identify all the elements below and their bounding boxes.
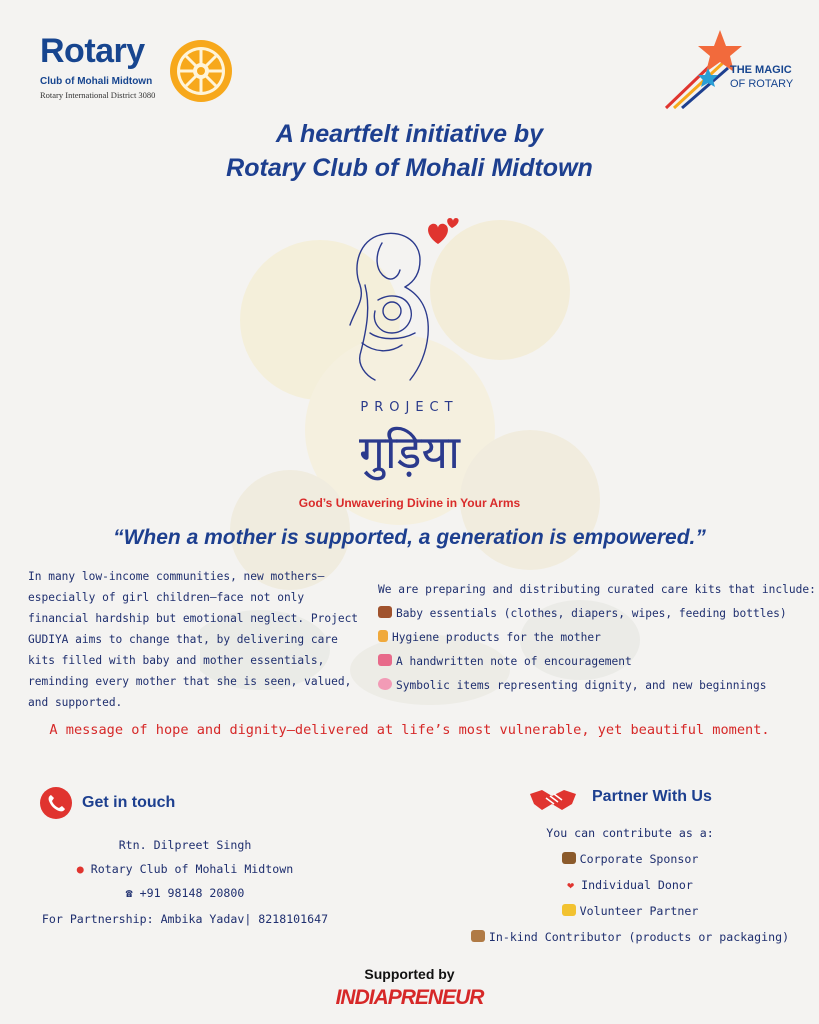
list-item: A handwritten note of encouragement [378,650,798,674]
list-item: Symbolic items representing dignity, and new beginnings [378,674,798,698]
blossom-icon [378,678,392,690]
handshake-small-icon [562,904,576,916]
hope-message: A message of hope and dignity—delivered at life’s most vulnerable, yet beautiful moment. [49,722,770,738]
magic-of-rotary-line2: OF ROTARY [730,78,794,90]
list-item: Volunteer Partner [460,904,800,918]
partner-with-us-heading: Partner With Us [592,788,712,805]
list-item: Hygiene products for the mother [378,626,798,650]
get-in-touch-heading: Get in touch [82,794,176,811]
handshake-icon [528,784,578,814]
partner-intro: You can contribute as a: [546,826,714,840]
list-item: Baby essentials (clothes, diapers, wipes, feeding bottles) [378,602,798,626]
red-hearts-icon [424,214,464,250]
project-name-hindi: गुड़िया [358,425,461,479]
love-letter-icon [378,654,392,666]
phone-icon [40,787,72,819]
list-item: In-kind Contributor (products or packaging) [460,930,800,944]
supported-by-label: Supported by [364,966,455,982]
care-kits-intro: We are preparing and distributing curated care kits that include: [378,583,816,596]
project-description: In many low-income communities, new mothers—especially of girl children—face not only financial hardship but emotional neglect. Project GUDIYA aims to change that, by delivering care kits filled with baby and mother essentials, reminding every mother that she is seen, valued, and supported. [28,570,359,709]
list-item: Corporate Sponsor [460,852,800,866]
basket-icon [378,606,392,618]
heart-icon: ❤ [567,878,575,892]
main-quote: “When a mother is supported, a generation is empowered.” [113,526,706,549]
care-kits-list [378,578,816,698]
rotary-district: Rotary International District 3080 [40,90,156,100]
rotary-club-name: Club of Mohali Midtown [40,76,153,87]
project-tagline: God’s Unwavering Divine in Your Arms [298,496,521,510]
headline-line1: A heartfelt initiative by [275,120,544,148]
briefcase-icon [562,852,576,864]
contact-club: ● Rotary Club of Mohali Midtown [76,862,294,876]
telephone-icon: ☎ [125,886,133,900]
pin-icon: ● [76,862,84,876]
package-icon [471,930,485,942]
rotary-wheel-icon [168,38,234,104]
list-item: ❤ Individual Donor [567,878,693,892]
rotary-logo-text: Rotary [40,32,145,70]
headline-line2: Rotary Club of Mohali Midtown [226,154,593,182]
contact-phone[interactable]: ☎ +91 98148 20800 [125,886,245,900]
magic-of-rotary-line1: THE MAGIC [730,64,792,76]
lotion-bottle-icon [378,630,388,642]
indiapreneur-logo: INDIAPRENEUR [335,986,484,1009]
project-label: PROJECT [360,400,459,415]
contact-partnership: For Partnership: Ambika Yadav| 8218101647 [41,912,329,926]
contact-name: Rtn. Dilpreet Singh [118,838,252,852]
